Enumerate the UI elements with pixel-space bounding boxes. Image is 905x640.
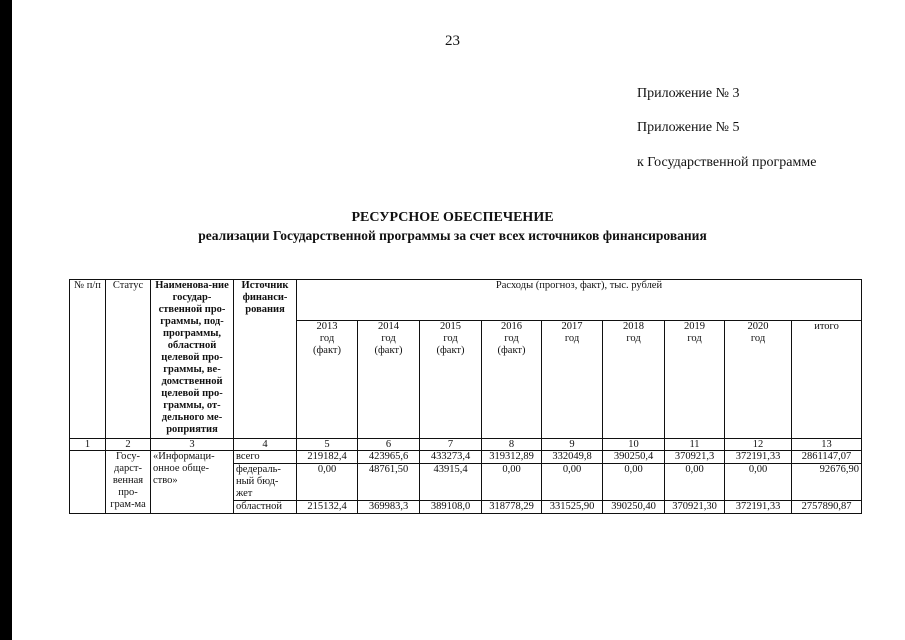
- column-number: 7: [420, 439, 482, 451]
- value-cell: 2757890,87: [792, 501, 862, 514]
- value-cell: 219182,4: [297, 451, 358, 464]
- table-row-total: [70, 451, 862, 464]
- header-year-2017: 2017 год: [542, 321, 603, 439]
- header-year-2019: 2019 год: [665, 321, 725, 439]
- header-name: Наименова-ние государ-ственной про-граммы, под-программы, областной целевой про-граммы, ве-домственной целевой про-граммы, от-дельного ме-роприятия: [151, 280, 234, 439]
- header-year-2020: 2020 год: [725, 321, 792, 439]
- header-source: Источник финанси-рования: [234, 280, 297, 439]
- value-cell: 370921,3: [665, 451, 725, 464]
- value-cell: 370921,30: [665, 501, 725, 514]
- value-cell: 2861147,07: [792, 451, 862, 464]
- program-status: Госу-дарст-венная про-грам-ма: [106, 451, 151, 514]
- value-cell: 318778,29: [482, 501, 542, 514]
- column-number: 12: [725, 439, 792, 451]
- column-number: 10: [603, 439, 665, 451]
- column-number: 4: [234, 439, 297, 451]
- value-cell: 215132,4: [297, 501, 358, 514]
- column-number: 2: [106, 439, 151, 451]
- value-cell: 332049,8: [542, 451, 603, 464]
- value-cell: 390250,4: [603, 451, 665, 464]
- value-cell: 369983,3: [358, 501, 420, 514]
- header-num: № п/п: [70, 280, 106, 439]
- value-cell: 319312,89: [482, 451, 542, 464]
- scan-edge-bar: [0, 0, 12, 640]
- value-cell: 43915,4: [420, 464, 482, 501]
- value-cell: 372191,33: [725, 451, 792, 464]
- page-number: 23: [445, 33, 460, 49]
- value-cell: 389108,0: [420, 501, 482, 514]
- column-number: 3: [151, 439, 234, 451]
- value-cell: 423965,6: [358, 451, 420, 464]
- value-cell: 48761,50: [358, 464, 420, 501]
- program-name: «Информаци-онное обще-ство»: [151, 451, 234, 514]
- value-cell: 372191,33: [725, 501, 792, 514]
- column-number: 1: [70, 439, 106, 451]
- value-cell: 0,00: [542, 464, 603, 501]
- resource-table: [69, 279, 862, 514]
- header-total: итого: [792, 321, 862, 439]
- value-cell: 92676,90: [792, 464, 862, 501]
- source-cell: федераль-ный бюд-жет: [234, 464, 297, 501]
- column-number-row: [70, 439, 862, 451]
- document-subtitle: реализации Государственной программы за счет всех источников финансирования: [198, 228, 707, 243]
- appendix-line-1: Приложение № 3: [637, 86, 740, 101]
- column-number: 13: [792, 439, 862, 451]
- value-cell: 0,00: [603, 464, 665, 501]
- column-number: 11: [665, 439, 725, 451]
- value-cell: 331525,90: [542, 501, 603, 514]
- document-title: РЕСУРСНОЕ ОБЕСПЕЧЕНИЕ: [351, 210, 554, 225]
- value-cell: 0,00: [725, 464, 792, 501]
- header-expenses: Расходы (прогноз, факт), тыс. рублей: [297, 280, 862, 321]
- header-status: Статус: [106, 280, 151, 439]
- header-year-2014: 2014 год (факт): [358, 321, 420, 439]
- column-number: 5: [297, 439, 358, 451]
- header-year-2015: 2015 год (факт): [420, 321, 482, 439]
- row-num-empty: [70, 451, 106, 514]
- header-year-2018: 2018 год: [603, 321, 665, 439]
- column-number: 9: [542, 439, 603, 451]
- column-number: 6: [358, 439, 420, 451]
- header-year-2013: 2013 год (факт): [297, 321, 358, 439]
- source-cell: областной: [234, 501, 297, 514]
- value-cell: 0,00: [297, 464, 358, 501]
- value-cell: 0,00: [665, 464, 725, 501]
- appendix-line-2: Приложение № 5: [637, 120, 740, 135]
- appendix-line-3: к Государственной программе: [637, 155, 817, 170]
- source-cell: всего: [234, 451, 297, 464]
- value-cell: 390250,40: [603, 501, 665, 514]
- value-cell: 0,00: [482, 464, 542, 501]
- value-cell: 433273,4: [420, 451, 482, 464]
- header-year-2016: 2016 год (факт): [482, 321, 542, 439]
- column-number: 8: [482, 439, 542, 451]
